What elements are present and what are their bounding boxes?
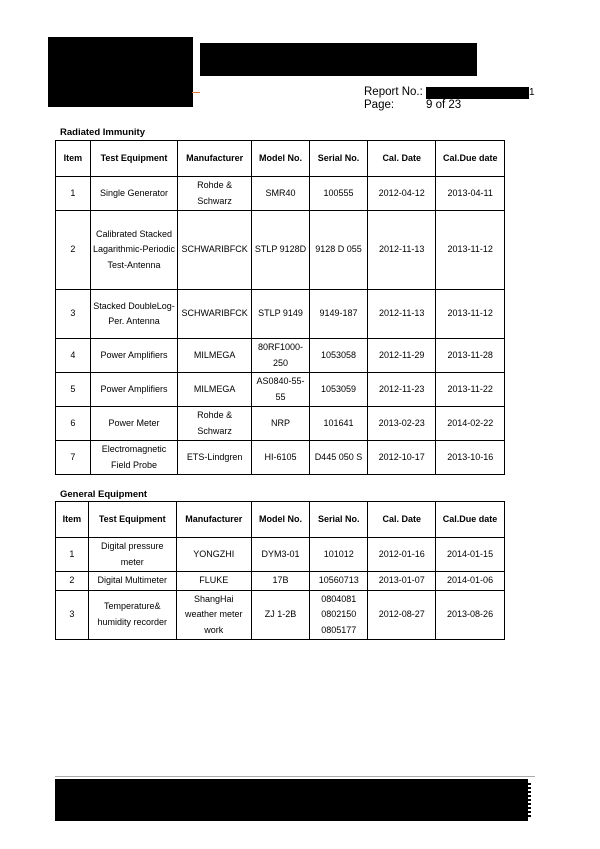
col-header-cal-date: Cal. Date [367, 141, 436, 177]
cell-manufacturer: ETS-Lindgren [178, 441, 252, 475]
logo-accent-line [192, 92, 200, 93]
cell-serial-no: 1053059 [309, 373, 367, 407]
cell-cal-due-date: 2013-08-26 [436, 590, 505, 640]
cell-item: 5 [56, 373, 91, 407]
col-header-cal-date: Cal. Date [368, 502, 436, 538]
general-equipment-title: General Equipment [60, 489, 148, 500]
table-row [56, 211, 505, 290]
col-header-model-no: Model No. [251, 502, 309, 538]
cell-model-no: NRP [252, 407, 310, 441]
footer-divider [55, 776, 535, 777]
cell-test-equipment: Digital pressure meter [88, 538, 176, 572]
table-row [56, 407, 505, 441]
col-header-manufacturer: Manufacturer [178, 141, 252, 177]
cell-serial-no: 100555 [309, 177, 367, 211]
cell-cal-due-date: 2013-11-22 [436, 373, 505, 407]
cell-model-no: STLP 9128D [252, 211, 310, 290]
cell-model-no: HI-6105 [252, 441, 310, 475]
cell-model-no: ZJ 1-2B [251, 590, 309, 640]
cell-item: 6 [56, 407, 91, 441]
cell-serial-no: 1053058 [309, 339, 367, 373]
page-row [364, 99, 535, 112]
cell-test-equipment: Digital Multimeter [88, 572, 176, 591]
cell-item: 4 [56, 339, 91, 373]
cell-cal-due-date: 2013-11-12 [436, 211, 505, 290]
cell-cal-due-date: 2013-11-12 [436, 290, 505, 339]
cell-cal-due-date: 2013-11-28 [436, 339, 505, 373]
cell-model-no: DYM3-01 [251, 538, 309, 572]
table-row [56, 441, 505, 475]
page-value: 9 of 23 [426, 99, 462, 111]
cell-model-no: STLP 9149 [252, 290, 310, 339]
radiated-immunity-title: Radiated Immunity [60, 127, 145, 138]
cell-test-equipment: Stacked DoubleLog-Per. Antenna [90, 290, 177, 339]
cell-cal-date: 2013-01-07 [368, 572, 436, 591]
redacted-logo [48, 37, 193, 107]
table-header-row [56, 502, 505, 538]
col-header-serial-no: Serial No. [310, 502, 368, 538]
cell-manufacturer: MILMEGA [178, 373, 252, 407]
cell-cal-date: 2012-11-29 [367, 339, 436, 373]
cell-cal-date: 2012-01-16 [368, 538, 436, 572]
redacted-footer [55, 779, 528, 821]
cell-cal-date: 2012-10-17 [367, 441, 436, 475]
report-meta [364, 86, 535, 112]
cell-test-equipment: Calibrated Stacked Lagarithmic-Periodic Test-Antenna [90, 211, 177, 290]
footer-edge-marks [528, 783, 531, 819]
cell-cal-due-date: 2014-01-15 [436, 538, 505, 572]
cell-manufacturer: Rohde & Schwarz [178, 177, 252, 211]
cell-cal-date: 2012-11-13 [367, 290, 436, 339]
cell-cal-date: 2012-08-27 [368, 590, 436, 640]
cell-manufacturer: YONGZHI [176, 538, 251, 572]
col-header-model-no: Model No. [252, 141, 310, 177]
cell-test-equipment: Power Amplifiers [90, 339, 177, 373]
cell-cal-due-date: 2014-02-22 [436, 407, 505, 441]
table-row [56, 177, 505, 211]
cell-item: 1 [56, 538, 89, 572]
page-label: Page: [364, 99, 395, 111]
cell-item: 3 [56, 290, 91, 339]
cell-manufacturer: ShangHai weather meter work [176, 590, 251, 640]
cell-cal-date: 2012-11-23 [367, 373, 436, 407]
col-header-item: Item [56, 502, 89, 538]
cell-test-equipment: Temperature& humidity recorder [88, 590, 176, 640]
table-row [56, 538, 505, 572]
cell-test-equipment: Power Meter [90, 407, 177, 441]
cell-item: 1 [56, 177, 91, 211]
cell-item: 2 [56, 211, 91, 290]
report-no-row [364, 86, 535, 99]
table-row [56, 373, 505, 407]
general-equipment-table [55, 501, 505, 640]
cell-manufacturer: SCHWARIBFCK [178, 211, 252, 290]
redacted-report-number [426, 87, 529, 99]
radiated-immunity-table [55, 140, 505, 475]
table-row [56, 339, 505, 373]
cell-serial-no: 101012 [310, 538, 368, 572]
cell-serial-no: 9149-187 [309, 290, 367, 339]
col-header-item: Item [56, 141, 91, 177]
cell-cal-date: 2012-04-12 [367, 177, 436, 211]
cell-cal-due-date: 2013-04-11 [436, 177, 505, 211]
cell-cal-date: 2013-02-23 [367, 407, 436, 441]
col-header-test-equipment: Test Equipment [88, 502, 176, 538]
cell-serial-no: 9128 D 055 [309, 211, 367, 290]
redacted-company-name [200, 43, 477, 76]
cell-cal-due-date: 2013-10-16 [436, 441, 505, 475]
report-no-label: Report No.: [364, 86, 423, 98]
report-no-tail: 1 [529, 87, 535, 98]
cell-manufacturer: SCHWARIBFCK [178, 290, 252, 339]
cell-item: 7 [56, 441, 91, 475]
col-header-cal-due-date: Cal.Due date [436, 141, 505, 177]
cell-model-no: 17B [251, 572, 309, 591]
table-row [56, 572, 505, 591]
cell-model-no: AS0840-55-55 [252, 373, 310, 407]
cell-manufacturer: MILMEGA [178, 339, 252, 373]
cell-manufacturer: Rohde & Schwarz [178, 407, 252, 441]
cell-serial-no: 0804081 0802150 0805177 [310, 590, 368, 640]
cell-serial-no: D445 050 S [309, 441, 367, 475]
col-header-serial-no: Serial No. [309, 141, 367, 177]
col-header-cal-due-date: Cal.Due date [436, 502, 505, 538]
cell-serial-no: 10560713 [310, 572, 368, 591]
col-header-test-equipment: Test Equipment [90, 141, 177, 177]
cell-test-equipment: Electromagnetic Field Probe [90, 441, 177, 475]
table-header-row [56, 141, 505, 177]
table-row [56, 290, 505, 339]
cell-model-no: SMR40 [252, 177, 310, 211]
cell-item: 2 [56, 572, 89, 591]
cell-item: 3 [56, 590, 89, 640]
cell-serial-no: 101641 [309, 407, 367, 441]
col-header-manufacturer: Manufacturer [176, 502, 251, 538]
cell-cal-date: 2012-11-13 [367, 211, 436, 290]
cell-test-equipment: Power Amplifiers [90, 373, 177, 407]
cell-manufacturer: FLUKE [176, 572, 251, 591]
cell-model-no: 80RF1000-250 [252, 339, 310, 373]
cell-test-equipment: Single Generator [90, 177, 177, 211]
table-row [56, 590, 505, 640]
cell-cal-due-date: 2014-01-06 [436, 572, 505, 591]
